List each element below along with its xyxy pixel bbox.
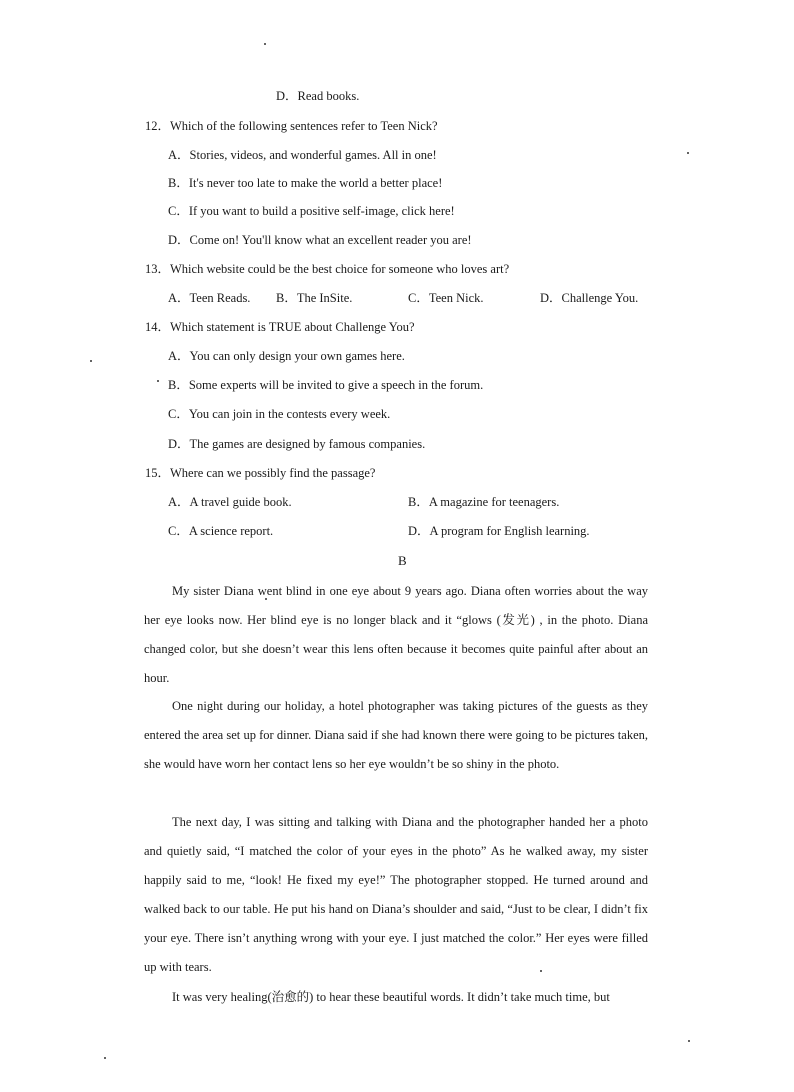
- q15-stem: 15．Where can we possibly find the passage?: [145, 466, 376, 480]
- q12-option-a: A．Stories, videos, and wonderful games. All in one!: [168, 148, 437, 162]
- section-heading: B: [398, 553, 407, 568]
- q12-option-c: C．If you want to build a positive self-image, click here!: [168, 204, 455, 218]
- scan-speck: [265, 598, 267, 600]
- q14-option-c: C．You can join in the contests every week.: [168, 407, 391, 421]
- q14-option-d: D．The games are designed by famous companies.: [168, 437, 426, 451]
- q14-option-a: A．You can only design your own games here.: [168, 349, 405, 363]
- q13-option-c: C．Teen Nick.: [408, 291, 484, 305]
- q15-option-a: A．A travel guide book.: [168, 495, 292, 509]
- q13-option-b: B．The InSite.: [276, 291, 353, 305]
- q15-option-b: B．A magazine for teenagers.: [408, 495, 560, 509]
- scan-speck: [264, 43, 266, 45]
- passage-paragraph-4: It was very healing(治愈的) to hear these beautiful words. It didn’t take much time, but: [172, 990, 610, 1004]
- q12-option-d: D．Come on! You'll know what an excellent reader you are!: [168, 233, 472, 247]
- q12-option-b: B．It's never too late to make the world a better place!: [168, 176, 443, 190]
- scan-speck: [104, 1057, 106, 1059]
- q13-stem: 13．Which website could be the best choice for someone who loves art?: [145, 262, 510, 276]
- passage-paragraph-3: The next day, I was sitting and talking with Diana and the photographer handed her a photo and quietly said, “I matched the color of your eyes in the photo” As he walked away, my sister happily said to me, “look! He fixed my eye!” The photographer stopped. He turned around and walked back to our table. He put his hand on Diana’s shoulder and said, “Just to be clear, I didn’t fix your eye. There isn’t anything wrong with your eye. I just matched the color.” Her eyes were filled up with tears.: [144, 815, 648, 974]
- q11-option-d: D．Read books.: [276, 89, 360, 103]
- q14-option-b: B．Some experts will be invited to give a speech in the forum.: [168, 378, 484, 392]
- passage-paragraph-1: My sister Diana went blind in one eye about 9 years ago. Diana often worries about the way her eye looks now. Her blind eye is no longer black and it “glows (发光) , in the photo. Diana changed color, but she doesn’t wear this lens often because it becomes quite painful after about an hour.: [144, 584, 648, 685]
- scan-speck: [540, 970, 542, 972]
- scan-speck: [157, 380, 159, 382]
- scan-speck: [687, 152, 689, 154]
- scan-speck: [688, 1040, 690, 1042]
- q12-stem: 12．Which of the following sentences refer to Teen Nick?: [145, 119, 438, 133]
- scan-speck: [90, 360, 92, 362]
- q13-option-a: A．Teen Reads.: [168, 291, 251, 305]
- q14-stem: 14．Which statement is TRUE about Challenge You?: [145, 320, 415, 334]
- q15-option-d: D．A program for English learning.: [408, 524, 590, 538]
- q13-option-d: D．Challenge You.: [540, 291, 639, 305]
- passage-paragraph-2: One night during our holiday, a hotel photographer was taking pictures of the guests as they entered the area set up for dinner. Diana said if she had known there were going to be pictures taken, she would have worn her contact lens so her eye wouldn’t be so shiny in the photo.: [144, 699, 648, 771]
- q15-option-c: C．A science report.: [168, 524, 274, 538]
